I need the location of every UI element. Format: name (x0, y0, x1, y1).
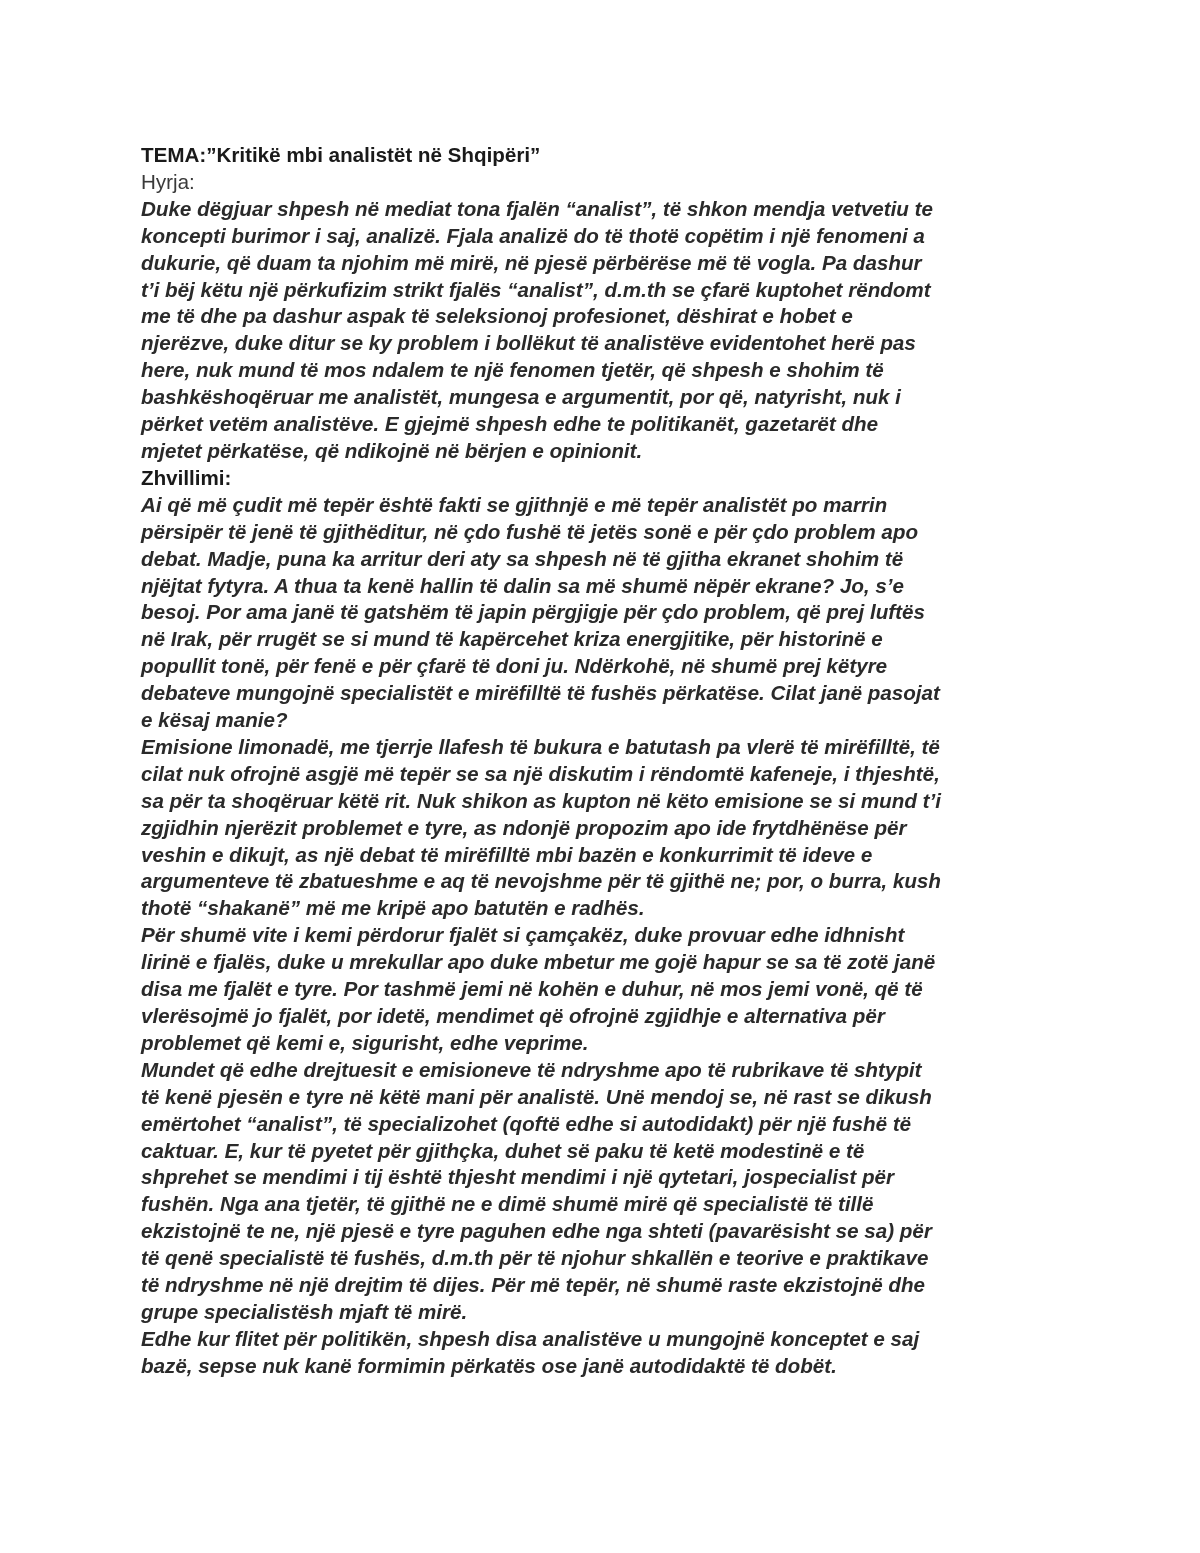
intro-paragraph (141, 197, 1061, 466)
text-line: Mundet që edhe drejtuesit e emisioneve të ndryshme apo të rubrikave të shtypit (141, 1058, 922, 1082)
text-line: grupe specialistësh mjaft të mirë. (141, 1300, 468, 1324)
text-line: përket vetëm analistëve. E gjejmë shpesh edhe te politikanët, gazetarët dhe (141, 413, 879, 437)
text-line: caktuar. E, kur të pyetet për gjithçka, duhet së paku të ketë modestinë e të (141, 1139, 865, 1163)
text-line: në Irak, për rrugët se si mund të kapërcehet kriza energjitike, për historinë e (141, 628, 883, 652)
text-line: me të dhe pa dashur aspak të seleksionoj profesionet, dëshirat e hobet e (141, 305, 853, 329)
text-line: emërtohet “analist”, të specializohet (qoftë edhe si autodidakt) për një fushë të (141, 1112, 912, 1136)
text-line: mjetet përkatëse, që ndikojnë në bërjen e opinionit. (141, 439, 643, 463)
text-line: popullit tonë, për fenë e për çfarë të doni ju. Ndërkohë, në shumë prej këtyre (141, 655, 888, 679)
text-line: sa për ta shoqëruar këtë rit. Nuk shikon as kupton në këto emisione se si mund t’i (141, 789, 941, 813)
text-line: bashkëshoqëruar me analistët, mungesa e argumentit, por që, natyrisht, nuk i (141, 386, 901, 410)
text-line: veshin e dikujt, as një debat të mirëfilltë mbi bazën e konkurrimit të ideve e (141, 843, 873, 867)
text-line: disa me fjalët e tyre. Por tashmë jemi në kohën e duhur, në mos jemi vonë, që të (141, 978, 923, 1002)
text-line: problemet që kemi e, sigurisht, edhe veprime. (141, 1031, 589, 1055)
development-paragraph-5 (141, 1327, 1061, 1381)
text-line: të kenë pjesën e tyre në këtë mani për analistë. Unë mendoj se, në rast se dikush (141, 1085, 932, 1109)
text-line: fushën. Nga ana tjetër, të gjithë ne e dimë shumë mirë që specialistë të tillë (141, 1193, 874, 1217)
text-line: Duke dëgjuar shpesh në mediat tona fjalën “analist”, të shkon mendja vetvetiu te (141, 197, 933, 221)
text-line: bazë, sepse nuk kanë formimin përkatës ose janë autodidaktë të dobët. (141, 1354, 837, 1378)
text-line: thotë “shakanë” më me kripë apo batutën e radhës. (141, 897, 645, 921)
text-line: lirinë e fjalës, duke u mrekullar apo duke mbetur me gojë hapur se sa të zotë janë (141, 951, 936, 975)
text-line: e kësaj manie? (141, 709, 288, 733)
development-heading: Zhvillimi: (141, 466, 232, 490)
document-body (141, 143, 1061, 1381)
text-line: besoj. Por ama janë të gatshëm të japin përgjigje për çdo problem, që prej luftës (141, 601, 925, 625)
text-line: njëjtat fytyra. A thua ta kenë hallin të dalin sa më shumë nëpër ekrane? Jo, s’e (141, 574, 904, 598)
text-line: t’i bëj këtu një përkufizim strikt fjalës “analist”, d.m.th se çfarë kuptohet rëndomt (141, 278, 931, 302)
document-title: TEMA:”Kritikë mbi analistët në Shqipëri” (141, 144, 541, 167)
text-line: Ai që më çudit më tepër është fakti se gjithnjë e më tepër analistët po marrin (141, 493, 888, 517)
text-line: vlerësojmë jo fjalët, por idetë, mendimet që ofrojnë zgjidhje e alternativa për (141, 1005, 885, 1028)
text-line: të qenë specialistë të fushës, d.m.th për të njohur shkallën e teorive e praktikave (141, 1247, 929, 1271)
development-paragraph-4 (141, 1058, 1061, 1327)
text-line: zgjidhin njerëzit problemet e tyre, as ndonjë propozim apo ide frytdhënëse për (141, 816, 907, 840)
text-line: here, nuk mund të mos ndalem te një fenomen tjetër, që shpesh e shohim të (141, 359, 884, 383)
text-line: përsipër të jenë të gjithëditur, në çdo fushë të jetës sonë e për çdo problem apo (141, 520, 919, 544)
text-line: ekzistojnë te ne, një pjesë e tyre paguhen edhe nga shteti (pavarësisht se sa) për (141, 1220, 932, 1244)
text-line: të ndryshme në një drejtim të dijes. Për më tepër, në shumë raste ekzistojnë dhe (141, 1274, 925, 1298)
text-line: cilat nuk ofrojnë asgjë më tepër se sa një diskutim i rëndomtë kafeneje, i thjeshtë, (141, 762, 940, 786)
text-line: koncepti burimor i saj, analizë. Fjala analizë do të thotë copëtim i një fenomeni a (141, 224, 925, 248)
text-line: debat. Madje, puna ka arritur deri aty sa shpesh në të gjitha ekranet shohim të (141, 547, 904, 571)
development-paragraph-3 (141, 923, 1061, 1058)
text-line: Edhe kur flitet për politikën, shpesh disa analistëve u mungojnë konceptet e saj (141, 1327, 920, 1351)
development-paragraph-1 (141, 493, 1061, 735)
text-line: shprehet se mendimi i tij është thjesht mendimi i një qytetari, jospecialist për (141, 1166, 895, 1190)
text-line: argumenteve të zbatueshme e aq të nevojshme për të gjithë ne; por, o burra, kush (141, 870, 941, 894)
development-paragraph-2 (141, 735, 1061, 923)
intro-heading: Hyrja: (141, 170, 195, 194)
text-line: Për shumë vite i kemi përdorur fjalët si çamçakëz, duke provuar edhe idhnisht (141, 924, 905, 948)
text-line: njerëzve, duke ditur se ky problem i bollëkut të analistëve evidentohet herë pas (141, 332, 916, 356)
text-line: Emisione limonadë, me tjerrje llafesh të bukura e batutash pa vlerë të mirëfilltë, të (141, 735, 940, 759)
text-line: debateve mungojnë specialistët e mirëfilltë të fushës përkatëse. Cilat janë pasojat (141, 682, 940, 706)
text-line: dukurie, që duam ta njohim më mirë, në pjesë përbërëse më të vogla. Pa dashur (141, 251, 922, 275)
